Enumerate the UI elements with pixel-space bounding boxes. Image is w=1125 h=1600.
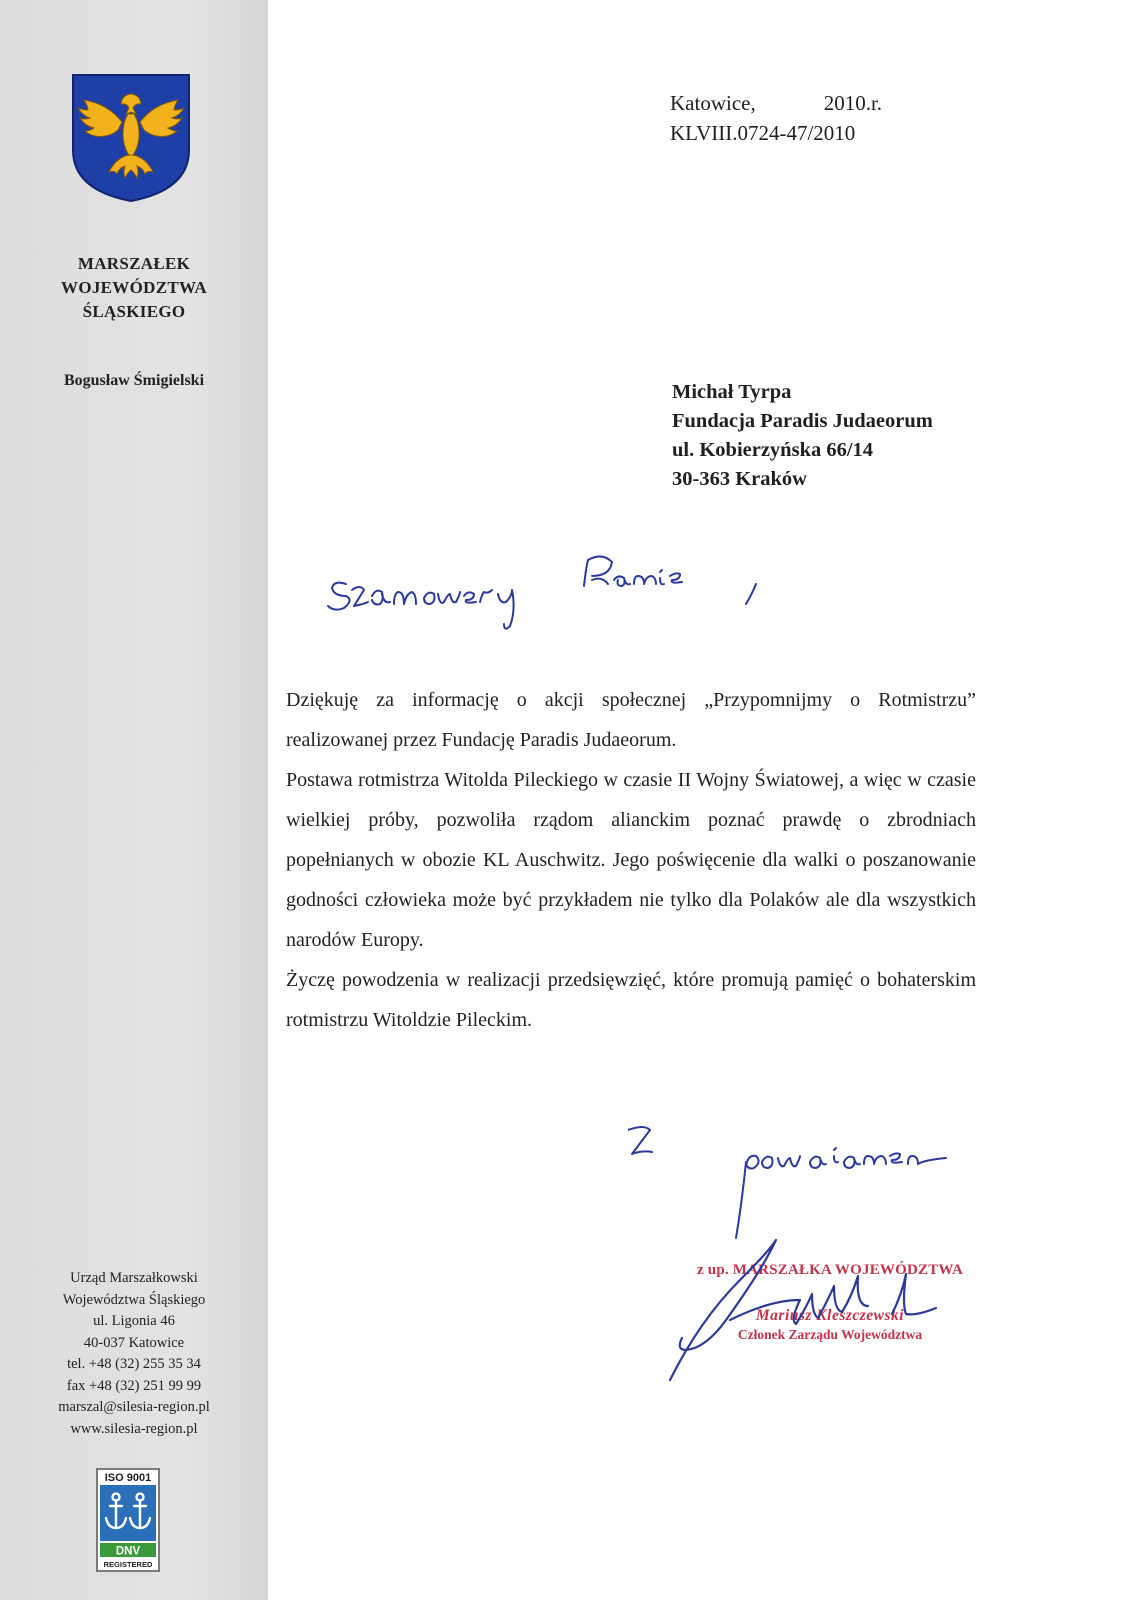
dnv-label: DNV	[115, 1545, 141, 1558]
recipient-address	[672, 378, 933, 494]
date-year: 2010.r.	[823, 91, 883, 115]
stamp-signatory-title: Członek Zarządu Województwa	[737, 1327, 923, 1342]
body-paragraph: Postawa rotmistrza Witolda Pileckiego w czasie II Wojny Światowej, a więc w czasie wielkiej próby, pozwoliła rządom alianckim poznać prawdę o zbrodniach popełnianych w obozie KL Auschwitz. Jego poświęcenie dla walki o poszanowanie godności człowieka może być przykładem nie tylko dla Polaków ale dla wszystkich narodów Europy.	[286, 769, 976, 951]
recipient-street: ul. Kobierzyńska 66/14	[672, 439, 874, 461]
stamp-authority: z up. MARSZAŁKA WOJEWÓDZTWA	[696, 1262, 963, 1278]
office-title	[0, 252, 268, 324]
iso-standard-label: ISO 9001	[104, 1472, 152, 1484]
body-paragraph: Dziękuję za informację o akcji społecznej „Przypomnijmy o Rotmistrzu” realizowanej przez Fundację Paradis Judaeorum.	[286, 689, 976, 751]
recipient-city: 30-363 Kraków	[672, 468, 807, 490]
iso-certification-badge	[96, 1468, 160, 1572]
registered-label: REGISTERED	[103, 1560, 153, 1569]
recipient-organization: Fundacja Paradis Judaeorum	[672, 410, 933, 432]
office-title-line: WOJEWÓDZTWA	[61, 278, 207, 297]
phone-line: tel. +48 (32) 255 35 34	[67, 1356, 201, 1372]
office-address	[0, 1268, 268, 1440]
place-date-line	[670, 88, 882, 118]
recipient-name: Michał Tyrpa	[672, 381, 792, 403]
address-line: ul. Ligonia 46	[93, 1313, 175, 1329]
place: Katowice,	[670, 91, 756, 115]
address-line: Województwa Śląskiego	[62, 1291, 206, 1308]
address-line: 40-037 Katowice	[83, 1334, 185, 1351]
address-line: Urząd Marszałkowski	[70, 1270, 198, 1286]
office-title-line: MARSZAŁEK	[77, 254, 191, 273]
letterhead-sidebar	[0, 0, 268, 1600]
marshal-name: Bogusław Śmigielski	[63, 372, 205, 389]
website-line: www.silesia-region.pl	[70, 1420, 198, 1437]
letter-body	[286, 680, 976, 1040]
eagle-crest-icon	[70, 72, 192, 204]
fax-line: fax +48 (32) 251 99 99	[66, 1377, 202, 1394]
email-line: marszal@silesia-region.pl	[58, 1399, 210, 1415]
handwritten-signature	[620, 1230, 980, 1390]
stamp-signatory-name: Mariusz Kleszczewski	[755, 1307, 905, 1324]
office-title-line: ŚLĄSKIEGO	[82, 302, 186, 321]
reference-number: KLVIII.0724-47/2010	[670, 121, 856, 145]
body-paragraph: Życzę powodzenia w realizacji przedsięwzięć, które promują pamięć o bohaterskim rotmistrzu Witoldzie Pileckim.	[286, 969, 976, 1031]
handwritten-salutation	[316, 546, 796, 638]
handwritten-closing	[628, 1126, 1048, 1246]
letter-meta	[670, 88, 882, 148]
